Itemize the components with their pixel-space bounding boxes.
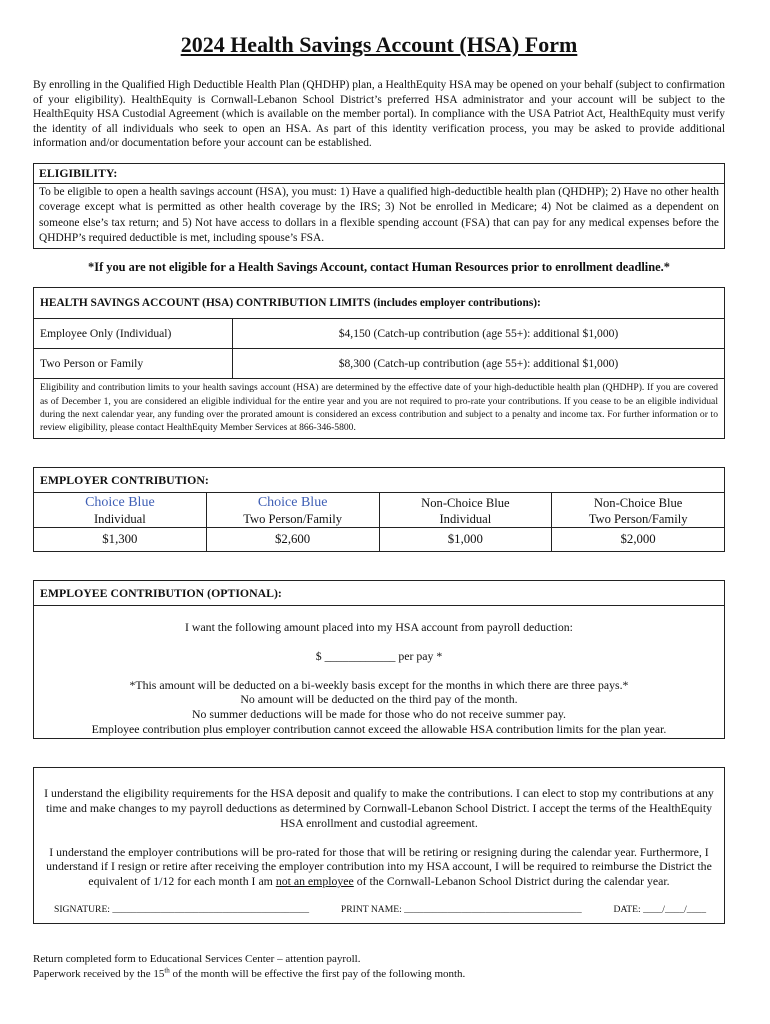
employer-header: EMPLOYER CONTRIBUTION: bbox=[34, 468, 724, 493]
deduction-note: No summer deductions will be made for those who do not receive summer pay. bbox=[191, 706, 567, 721]
limits-row bbox=[34, 319, 724, 349]
hsa-form bbox=[33, 30, 725, 981]
page-title: 2024 Health Savings Account (HSA) Form bbox=[180, 32, 578, 57]
employer-grid bbox=[34, 493, 724, 551]
footer-line: Paperwork received by the 15th of the month will be effective the first pay of the following month. bbox=[33, 965, 466, 980]
plan-name: Choice Blue bbox=[85, 494, 155, 510]
deduction-note: *This amount will be deducted on a bi-weekly basis except for the months in which there are three pays.* bbox=[129, 677, 629, 692]
deduction-note: Employee contribution plus employer contribution cannot exceed the allowable HSA contribution limits for the plan year. bbox=[91, 721, 667, 736]
intro-paragraph: By enrolling in the Qualified High Deductible Health Plan (QHDHP) plan, a HealthEquity HSA may be opened on your behalf (subject to confirmation of your eligibility). HealthEquity is Cornwall-Lebanon School District’s preferred HSA administrator and your account will be subject to the HealthEquity HSA Custodial Agreement (which is available on the member portal). In compliance with the USA Patriot Act, HealthEquity must verify the identity of all individuals who seek to open an HSA. As part of this identity verification process, you may be asked to provide additional information and/or documentation before your account can be established. bbox=[33, 79, 725, 150]
coverage-type: Two Person/Family bbox=[588, 511, 688, 526]
limits-row-label: Employee Only (Individual) bbox=[34, 319, 233, 348]
eligibility-text: To be eligible to open a health savings account (HSA), you must: 1) Have a qualified high-deductible health plan (QHDHP); 2) Have no other health coverage except what is permitted as other health coverage by the IRS; 3) Not be enrolled in Medicare; 4) Not be claimed as a dependent on someone else’s tax return; and 5) Not have access to dollars in a flexible spending account (FSA) that can pay for any medical expenses before the QHDHP’s required deductible is met, including spouse’s FSA. bbox=[39, 185, 719, 244]
plan-name: Non-Choice Blue bbox=[421, 495, 510, 510]
acknowledgement-paragraph: I understand the eligibility requirements for the HSA deposit and qualify to make the contributions. I can elect to stop my contributions at any time and make changes to my payroll deductions as determined by Cornwall-Lebanon School District. I accept the terms of the HealthEquity HSA enrollment and custodial agreement. bbox=[44, 786, 714, 830]
employer-amount: $2,000 bbox=[620, 531, 656, 546]
plan-name: Non-Choice Blue bbox=[593, 495, 683, 510]
footer-line: Return completed form to Educational Services Center – attention payroll. bbox=[33, 952, 361, 965]
coverage-type: Individual bbox=[93, 511, 146, 526]
eligibility-section bbox=[33, 163, 725, 249]
contribution-limits-section bbox=[33, 287, 725, 439]
date-field[interactable]: DATE: ____/____/____ bbox=[613, 903, 706, 915]
employer-column bbox=[380, 493, 553, 551]
acknowledgement-section bbox=[33, 767, 725, 924]
employee-instruction: I want the following amount placed into my HSA account from payroll deduction: bbox=[185, 619, 573, 634]
coverage-type: Two Person/Family bbox=[243, 511, 343, 526]
limits-row bbox=[34, 349, 724, 379]
limits-row-value: $8,300 (Catch-up contribution (age 55+): additional $1,000) bbox=[338, 357, 619, 371]
limits-row-label: Two Person or Family bbox=[34, 349, 233, 378]
limits-row-value: $4,150 (Catch-up contribution (age 55+): additional $1,000) bbox=[338, 327, 619, 341]
print-name-field[interactable]: PRINT NAME: _____________________________________ bbox=[340, 903, 582, 915]
employer-amount: $2,600 bbox=[275, 531, 311, 546]
eligibility-notice: *If you are not eligible for a Health Savings Account, contact Human Resources prior to enrollment deadline.* bbox=[88, 260, 670, 275]
employer-column bbox=[552, 493, 724, 551]
deduction-note: No amount will be deducted on the third pay of the month. bbox=[240, 692, 518, 707]
employer-amount: $1,300 bbox=[102, 531, 138, 546]
employer-column bbox=[34, 493, 207, 551]
plan-name: Choice Blue bbox=[257, 494, 328, 510]
coverage-type: Individual bbox=[439, 511, 492, 526]
underlined-phrase: not an employee bbox=[275, 874, 354, 889]
eligibility-header: ELIGIBILITY: bbox=[34, 164, 724, 184]
employer-contribution-section bbox=[33, 467, 725, 552]
per-pay-amount-field[interactable]: $ ____________ per pay * bbox=[315, 648, 443, 663]
signature-field[interactable]: SIGNATURE: _________________________________________ bbox=[54, 903, 310, 915]
employee-header: EMPLOYEE CONTRIBUTION (OPTIONAL): bbox=[34, 581, 724, 606]
limits-note: Eligibility and contribution limits to your health savings account (HSA) are determined by the effective date of your high-deductible health plan (QHDHP). If you are covered as of December 1, you are considered an eligible individual for the entire year and you are not required to pro-rate your contributions. If you cease to be an eligible individual during the next calendar year, any funding over the prorated amount is considered an excess contribution and subject to a penalty and income tax. For further information or to review eligibility, please contact HealthEquity Member Services at 866-346-5800. bbox=[40, 382, 718, 434]
employer-amount: $1,000 bbox=[447, 531, 483, 546]
employer-column bbox=[207, 493, 380, 551]
footer bbox=[33, 952, 725, 981]
signature-row bbox=[44, 903, 714, 917]
acknowledgement-paragraph: I understand the employer contributions will be pro-rated for those that will be retiring or resigning during the calendar year. Furthermore, I understand if I resign or retire after receiving the employer contribution into my HSA account, I will be required to reimburse the District the equivalent of 1/12 for each month I am not an employee of the Cornwall-Lebanon School District during the calendar year. bbox=[46, 844, 712, 889]
employee-contribution-section bbox=[33, 580, 725, 739]
limits-header: HEALTH SAVINGS ACCOUNT (HSA) CONTRIBUTION LIMITS (includes employer contributions): bbox=[34, 288, 724, 319]
